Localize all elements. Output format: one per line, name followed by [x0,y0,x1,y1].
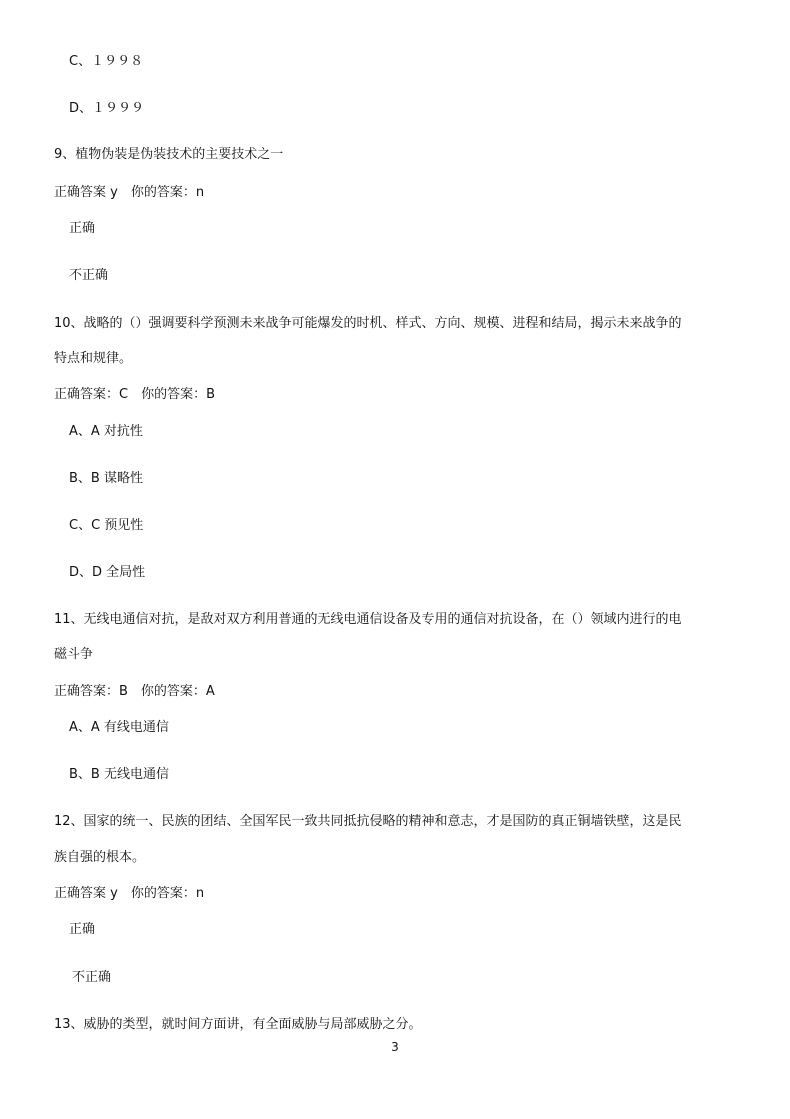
question-11-line1: 11、无线电通信对抗，是敌对双方利用普通的无线电通信设备及专用的通信对抗设备，在（）领域内进行的电 [54,612,682,627]
option-correct: 正确 [69,922,96,937]
option-a: A、A 对抗性 [69,424,143,439]
option-correct: 正确 [69,221,96,236]
question-10-line1: 10、战略的（）强调要科学预测未来战争可能爆发的时机、样式、方向、规模、进程和结局，揭示未来战争的 [54,316,682,331]
option-b: B、B 无线电通信 [69,767,169,782]
page-number: 3 [391,1040,399,1054]
question-11-line2: 磁斗争 [54,647,94,662]
answer-line-9: 正确答案 y 你的答案：n [54,185,205,200]
answer-line-11: 正确答案：B 你的答案：A [54,684,215,699]
question-12-line1: 12、国家的统一、民族的团结、全国军民一致共同抵抗侵略的精神和意志，才是国防的真正铜墙铁壁，这是民 [54,814,682,829]
question-13: 13、威胁的类型，就时间方面讲，有全面威胁与局部威胁之分。 [54,1017,422,1032]
answer-line-12: 正确答案 y 你的答案：n [54,886,205,901]
option-incorrect: 不正确 [72,970,112,985]
option-d: D、D 全局性 [69,565,146,580]
question-9: 9、植物伪装是伪装技术的主要技术之一 [54,147,284,162]
question-10-line2: 特点和规律。 [54,351,133,366]
option-c: C、C 预见性 [69,518,144,533]
option-b: B、B 谋略性 [69,471,143,486]
option-a: A、A 有线电通信 [69,720,169,735]
question-12-line2: 族自强的根本。 [54,850,146,865]
answer-line-10: 正确答案：C 你的答案：B [54,387,215,402]
option-d: D、１９９９ [69,101,145,116]
option-incorrect: 不正确 [69,268,109,283]
option-c: C、１９９８ [69,54,144,69]
